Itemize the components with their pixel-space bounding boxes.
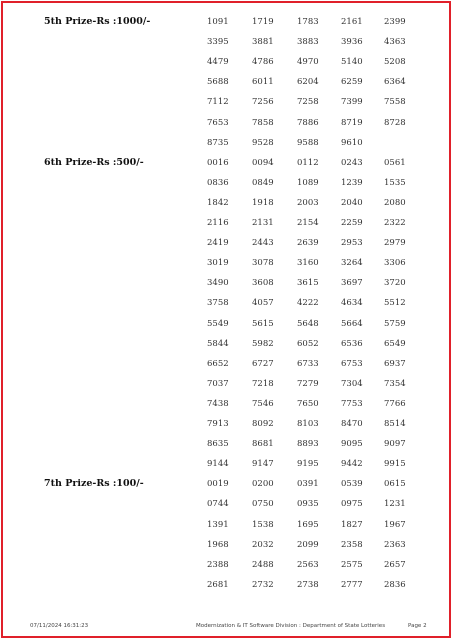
- ticket-number: 8681: [252, 439, 274, 450]
- prize-label: 6th Prize-Rs :500/-: [44, 156, 144, 168]
- ticket-number: 5759: [384, 318, 406, 329]
- ticket-number: 7650: [297, 398, 319, 409]
- ticket-number: 5664: [341, 318, 363, 329]
- ticket-number: 4970: [297, 57, 319, 68]
- ticket-number: 2116: [207, 218, 229, 228]
- ticket-number: 0112: [297, 157, 319, 168]
- ticket-number: 3160: [297, 258, 319, 269]
- ticket-number: 3758: [207, 298, 229, 309]
- ticket-number: 7037: [207, 378, 229, 389]
- ticket-number: 7766: [384, 398, 406, 409]
- ticket-number: 3697: [341, 278, 363, 289]
- ticket-number: 2080: [384, 197, 406, 208]
- ticket-number: 3608: [252, 278, 274, 289]
- ticket-number: 1231: [384, 499, 406, 510]
- ticket-number: 4222: [297, 298, 319, 309]
- ticket-number: 0750: [252, 499, 274, 510]
- ticket-number: 7558: [384, 97, 406, 108]
- ticket-number: 3883: [297, 37, 319, 48]
- ticket-number: 6549: [384, 338, 406, 349]
- ticket-number: 0391: [297, 479, 319, 490]
- ticket-number: 5208: [384, 57, 406, 68]
- ticket-number: 7354: [384, 378, 406, 389]
- ticket-number: 1695: [297, 519, 319, 530]
- ticket-number: 0019: [207, 479, 229, 490]
- ticket-number: 5512: [384, 298, 406, 309]
- ticket-number: 9915: [384, 459, 406, 470]
- ticket-number: 8719: [341, 117, 363, 128]
- ticket-number: 7218: [252, 378, 274, 389]
- ticket-number: 6204: [297, 77, 319, 88]
- ticket-number: 3019: [207, 258, 229, 269]
- ticket-number: 2161: [341, 17, 363, 27]
- ticket-number: 8735: [207, 137, 229, 148]
- ticket-number: 7858: [252, 117, 274, 128]
- ticket-number: 0561: [384, 157, 406, 168]
- ticket-number: 8728: [384, 117, 406, 128]
- ticket-number: 9097: [384, 439, 406, 450]
- ticket-number: 2488: [252, 559, 274, 570]
- ticket-number: 4363: [384, 37, 406, 48]
- ticket-number: 3078: [252, 258, 274, 269]
- ticket-number: 7753: [341, 398, 363, 409]
- footer-page-number: Page 2: [408, 623, 427, 629]
- ticket-number: 9144: [207, 459, 229, 470]
- ticket-number: 3936: [341, 37, 363, 48]
- ticket-number: 2979: [384, 238, 406, 249]
- ticket-number: 8470: [341, 419, 363, 429]
- ticket-number: 2032: [252, 539, 274, 550]
- ticket-number: 3306: [384, 258, 406, 269]
- ticket-number: 9195: [297, 459, 319, 470]
- ticket-number: 2836: [384, 579, 406, 590]
- ticket-number: 2040: [341, 197, 363, 208]
- ticket-number: 2953: [341, 238, 363, 249]
- ticket-number: 4479: [207, 57, 229, 68]
- ticket-number: 0539: [341, 479, 363, 490]
- ticket-number: 0975: [341, 499, 363, 510]
- ticket-number: 5648: [297, 318, 319, 329]
- ticket-number: 2563: [297, 559, 319, 570]
- ticket-number: 0849: [252, 177, 274, 188]
- ticket-number: 2777: [341, 579, 363, 590]
- ticket-number: 2399: [384, 17, 406, 27]
- ticket-number: 2732: [252, 579, 274, 590]
- ticket-number: 4634: [341, 298, 363, 309]
- ticket-number: 6652: [207, 358, 229, 369]
- ticket-number: 2657: [384, 559, 406, 570]
- ticket-number: 1827: [341, 519, 363, 530]
- ticket-number: 0094: [252, 157, 274, 168]
- ticket-number: 2419: [207, 238, 229, 249]
- ticket-number: 3720: [384, 278, 406, 289]
- ticket-number: 2363: [384, 539, 406, 550]
- ticket-number: 6259: [341, 77, 363, 88]
- ticket-number: 0200: [252, 479, 274, 490]
- ticket-number: 9442: [341, 459, 363, 470]
- ticket-number: 2575: [341, 559, 363, 570]
- ticket-number: 1091: [207, 17, 229, 27]
- ticket-number: 1842: [207, 197, 229, 208]
- ticket-number: 2388: [207, 559, 229, 570]
- prize-label: 5th Prize-Rs :1000/-: [44, 16, 151, 27]
- ticket-number: 1239: [341, 177, 363, 188]
- ticket-number: 0016: [207, 157, 229, 168]
- ticket-number: 2003: [297, 197, 319, 208]
- ticket-number: 0744: [207, 499, 229, 510]
- ticket-number: 9147: [252, 459, 274, 470]
- ticket-number: 8514: [384, 419, 406, 429]
- ticket-number: 1535: [384, 177, 406, 188]
- ticket-number: 3264: [341, 258, 363, 269]
- ticket-number: 0615: [384, 479, 406, 490]
- prize-label: 7th Prize-Rs :100/-: [44, 478, 144, 490]
- ticket-number: 7653: [207, 117, 229, 128]
- ticket-number: 1538: [252, 519, 274, 530]
- ticket-number: 7256: [252, 97, 274, 108]
- ticket-number: 1967: [384, 519, 406, 530]
- ticket-number: 6937: [384, 358, 406, 369]
- ticket-number: 1918: [252, 197, 274, 208]
- ticket-number: 9610: [341, 137, 363, 148]
- ticket-number: 5982: [252, 338, 274, 349]
- ticket-number: 0935: [297, 499, 319, 510]
- ticket-number: 7913: [207, 419, 229, 429]
- ticket-number: 1719: [252, 17, 274, 27]
- ticket-number: 7886: [297, 117, 319, 128]
- ticket-number: 5615: [252, 318, 274, 329]
- ticket-number: 6052: [297, 338, 319, 349]
- ticket-number: 2681: [207, 579, 229, 590]
- ticket-number: 1783: [297, 17, 319, 27]
- ticket-number: 2322: [384, 218, 406, 228]
- ticket-number: 8635: [207, 439, 229, 450]
- footer-division: Modernization & IT Software Division : Department of State Lotteries: [196, 623, 386, 629]
- ticket-number: 5688: [207, 77, 229, 88]
- ticket-number: 4786: [252, 57, 274, 68]
- ticket-number: 5140: [341, 57, 363, 68]
- ticket-number: 6364: [384, 77, 406, 88]
- ticket-number: 1391: [207, 519, 229, 530]
- ticket-number: 3881: [252, 37, 274, 48]
- ticket-number: 3395: [207, 37, 229, 48]
- ticket-number: 9528: [252, 137, 274, 148]
- ticket-number: 8893: [297, 439, 319, 450]
- ticket-number: 7546: [252, 398, 274, 409]
- ticket-number: 2154: [297, 218, 319, 228]
- ticket-number: 5549: [207, 318, 229, 329]
- ticket-number: 2358: [341, 539, 363, 550]
- ticket-number: 7258: [297, 97, 319, 108]
- footer-timestamp: 07/11/2024 16:31:23: [30, 623, 89, 629]
- ticket-number: 3615: [297, 278, 319, 289]
- ticket-number: 5844: [207, 338, 229, 349]
- ticket-number: 6536: [341, 338, 363, 349]
- ticket-number: 1089: [297, 177, 319, 188]
- ticket-number: 2131: [252, 218, 274, 228]
- ticket-number: 0243: [341, 157, 363, 168]
- ticket-number: 8092: [252, 419, 274, 429]
- ticket-number: 7399: [341, 97, 363, 108]
- ticket-number: 2259: [341, 218, 363, 228]
- ticket-number: 1968: [207, 539, 229, 550]
- ticket-number: 6733: [297, 358, 319, 369]
- ticket-number: 6753: [341, 358, 363, 369]
- ticket-number: 7304: [341, 378, 363, 389]
- ticket-number: 2099: [297, 539, 319, 550]
- ticket-number: 7112: [207, 97, 229, 108]
- ticket-number: 8103: [297, 419, 319, 429]
- ticket-number: 9095: [341, 439, 363, 450]
- ticket-number: 2738: [297, 579, 319, 590]
- ticket-number: 3490: [207, 278, 229, 289]
- ticket-number: 7279: [297, 378, 319, 389]
- ticket-number: 6011: [252, 77, 274, 88]
- ticket-number: 0836: [207, 177, 229, 188]
- ticket-number: 6727: [252, 358, 274, 369]
- ticket-number: 2639: [297, 238, 319, 249]
- ticket-number: 4057: [252, 298, 274, 309]
- ticket-number: 2443: [252, 238, 274, 249]
- ticket-number: 9588: [297, 137, 319, 148]
- ticket-number: 7438: [207, 398, 229, 409]
